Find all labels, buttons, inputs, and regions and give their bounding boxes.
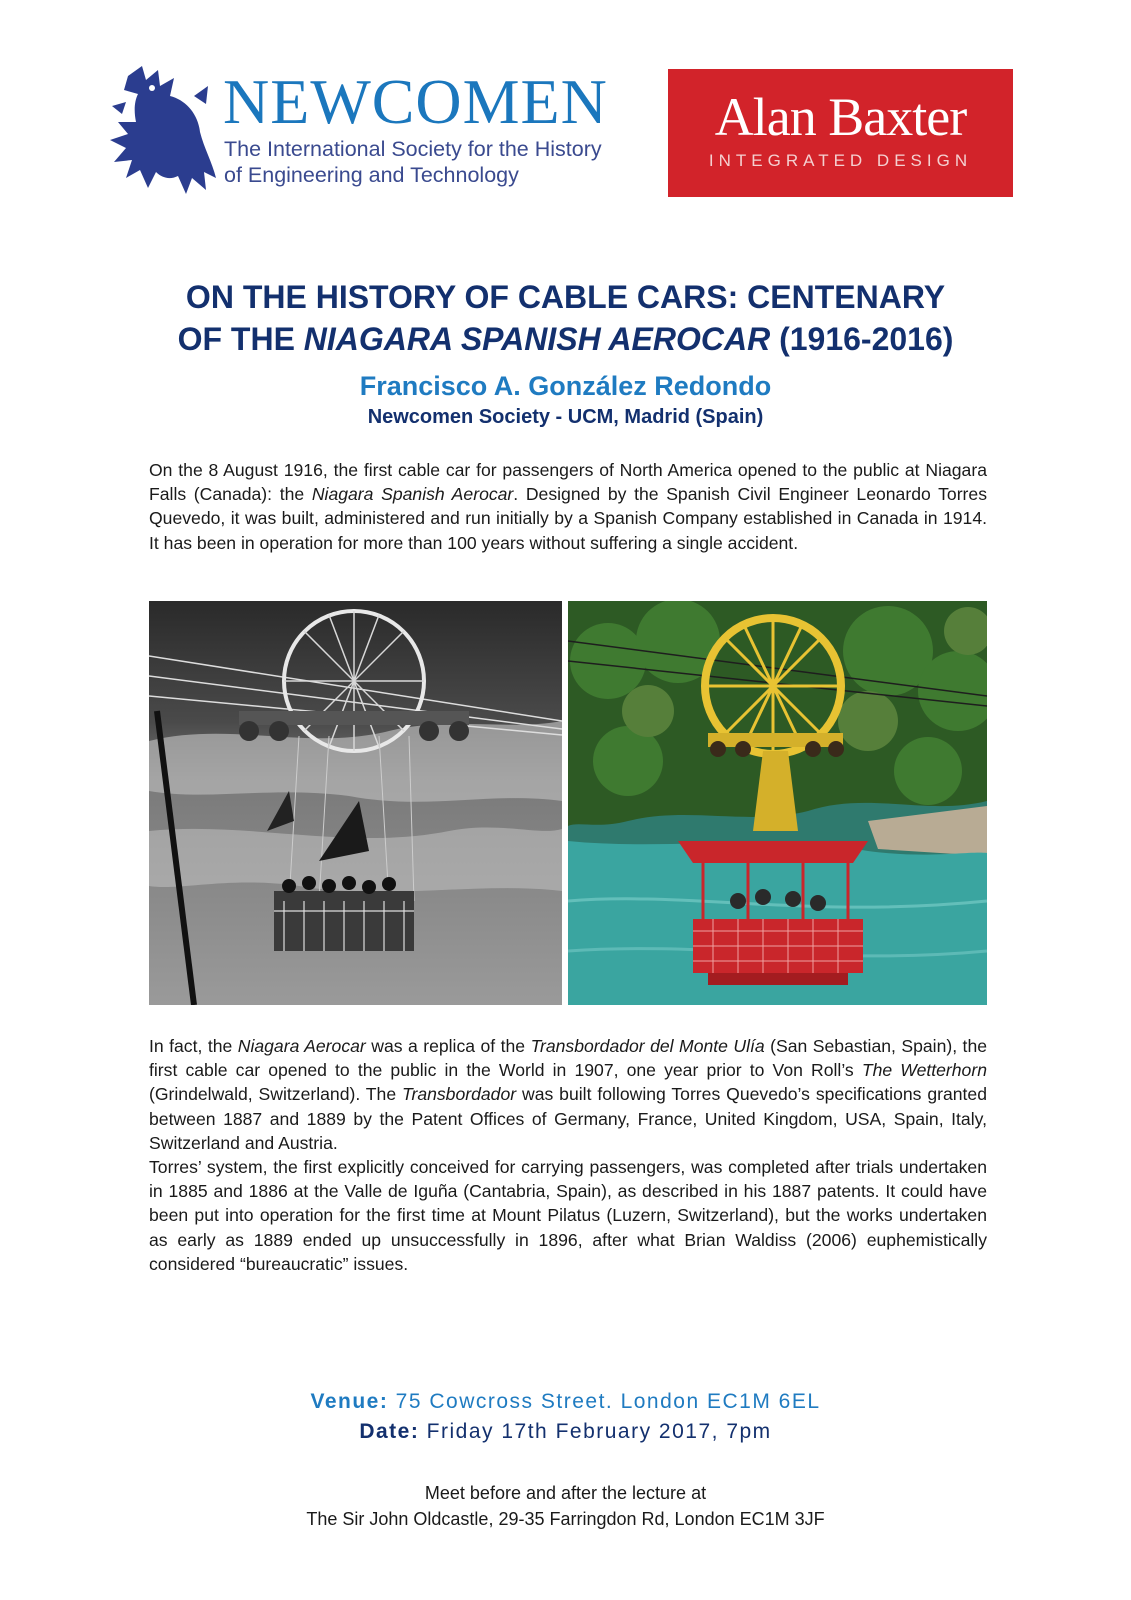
p2-text-c: was a replica of the — [365, 1036, 531, 1056]
venue-label: Venue: — [310, 1390, 389, 1413]
intro-paragraph — [149, 458, 987, 555]
p2-text-i: was built following Torres Quevedo’s specifications granted between 1887 and 1889 by the Patent Offices of Germany, France, United Kingdom, USA, Spain, Italy, Switzerland and Austria. — [149, 1084, 987, 1153]
venue-value: 75 Cowcross Street. London EC1M 6EL — [388, 1390, 821, 1413]
date-value: Friday 17th February 2017, 7pm — [419, 1420, 772, 1443]
lecture-title-line-2 — [100, 318, 1031, 360]
modern-aerocar-photo — [568, 601, 987, 1005]
title-italic: NIAGARA SPANISH AEROCAR — [303, 321, 771, 357]
alan-baxter-wordmark: Alan Baxter — [714, 87, 967, 147]
newcomen-subtitle-line-2: of Engineering and Technology — [224, 163, 519, 187]
p3-text: Torres’ system, the first explicitly conceived for carrying passengers, was completed after trials undertaken in 1885 and 1886 at the Valle de Iguña (Cantabria, Spain), as described in his 1887 patents. It could have been put into operation for the first time at Mount Pilatus (Luzern, Switzerland), but the works undertaken as early as 1889 ended up unsuccessfully in 1896, after what Brian Waldiss (2006) euphemistically considered “bureaucratic” issues. — [149, 1157, 987, 1274]
meet-line-1: Meet before and after the lecture at — [424, 1483, 707, 1503]
lecture-title — [100, 276, 1031, 360]
newcomen-logo — [108, 66, 628, 196]
author-affiliation: Newcomen Society - UCM, Madrid (Spain) — [367, 406, 764, 428]
title-suffix: (1916-2016) — [770, 321, 954, 357]
meet-line-2: The Sir John Oldcastle, 29-35 Farringdon Rd, London EC1M 3JF — [306, 1509, 825, 1529]
p1-text-b: Niagara Spanish Aerocar — [311, 484, 514, 505]
p2-text-d: Transbordador del Monte Ulía — [530, 1036, 765, 1056]
p2-text-e: (San Sebastian, Spain), the first cable car opened to the public in the World in 1907, one year prior to Von Roll’s — [149, 1036, 988, 1081]
p2-text-h: Transbordador — [402, 1084, 517, 1105]
alan-baxter-tagline: INTEGRATED DESIGN — [708, 151, 973, 170]
p2-text-g: (Grindelwald, Switzerland). The — [149, 1084, 403, 1105]
p1-text-a: On the 8 August 1916, the first cable car for passengers of North America opened to the public at Niagara Falls (Canada): the — [149, 460, 987, 505]
history-paragraph — [149, 1034, 987, 1276]
author-name: Francisco A. González Redondo — [359, 371, 772, 401]
p2-text-f: The Wetterhorn — [861, 1060, 987, 1081]
newcomen-griffin-icon — [108, 66, 218, 196]
title-prefix: OF THE — [177, 321, 304, 357]
date-line — [0, 1418, 1131, 1446]
p1-text-c: . Designed by the Spanish Civil Engineer Leonardo Torres Quevedo, it was built, administered and run initially by a Spanish Company established in Canada in 1914. It has been in operation for more than 100 years without suffering a single accident. — [149, 484, 987, 553]
date-label: Date: — [359, 1420, 420, 1443]
newcomen-wordmark: NEWCOMEN — [223, 66, 608, 137]
alan-baxter-logo — [668, 69, 1013, 197]
p2-text-a: In fact, the — [149, 1036, 238, 1056]
p2-text-b: Niagara Aerocar — [237, 1036, 366, 1056]
lecture-title-line-1: ON THE HISTORY OF CABLE CARS: CENTENARY — [185, 279, 946, 315]
newcomen-subtitle-line-1: The International Society for the History — [224, 137, 602, 161]
venue-line — [0, 1388, 1131, 1416]
historic-aerocar-photo — [149, 601, 562, 1005]
header — [0, 0, 1131, 230]
